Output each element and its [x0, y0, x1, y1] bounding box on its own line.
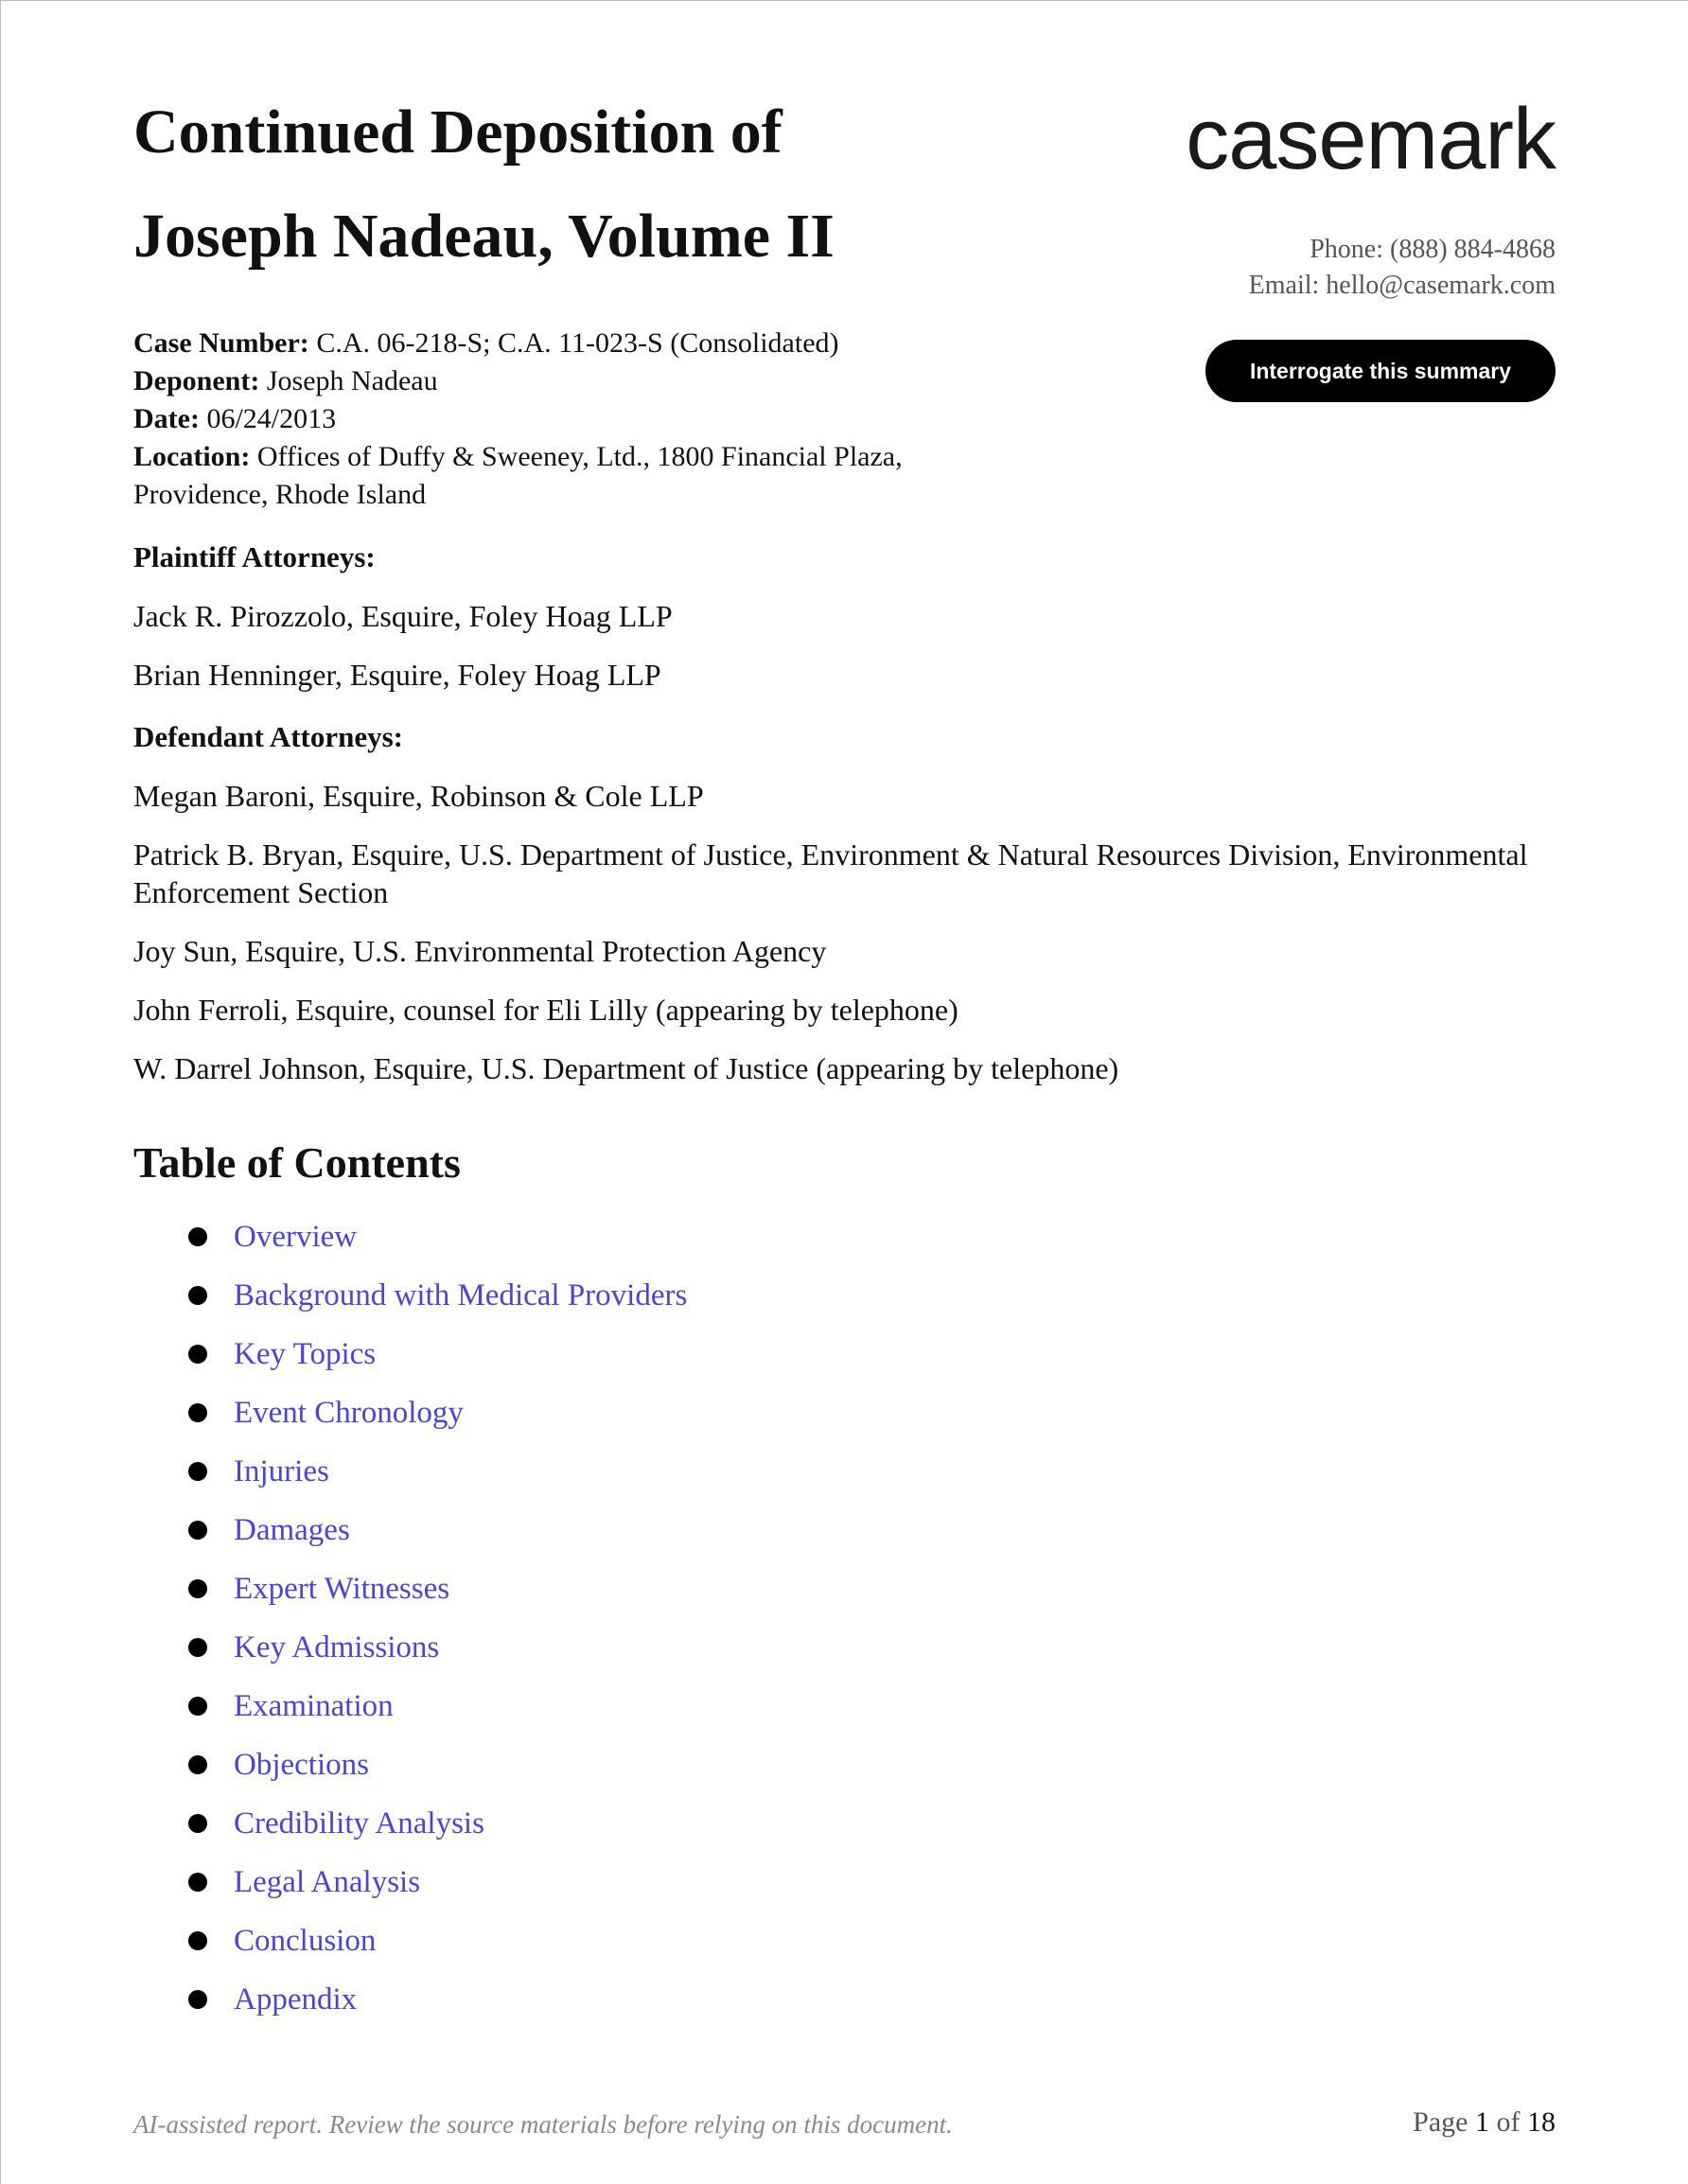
ai-disclaimer: AI-assisted report. Review the source materials before relying on this document.: [133, 2110, 953, 2139]
toc-link-key-admissions[interactable]: Key Admissions: [234, 1629, 440, 1664]
toc-item: [133, 1383, 687, 1442]
defendant-attorney: Joy Sun, Esquire, U.S. Environmental Protection Agency: [133, 934, 827, 968]
bullet-icon: [188, 1697, 207, 1716]
title-line-1: Continued Deposition of: [133, 97, 782, 167]
attorneys-section: [133, 538, 1553, 1087]
defendant-attorney: Patrick B. Bryan, Esquire, U.S. Department of Justice, Environment & Natural Resources Division, Environmental Enforcement Section: [133, 837, 1528, 909]
location-value-line2: Providence, Rhode Island: [133, 479, 427, 510]
toc-item: [133, 1559, 687, 1618]
toc-item: [133, 1794, 687, 1853]
page-of: of: [1496, 2106, 1521, 2138]
date-label: Date:: [133, 403, 200, 434]
bullet-icon: [188, 1286, 207, 1305]
case-meta: [133, 325, 985, 514]
bullet-icon: [188, 1345, 207, 1364]
plaintiff-attorney: Jack R. Pirozzolo, Esquire, Foley Hoag LLP: [133, 599, 673, 633]
toc-item: [133, 1266, 687, 1325]
toc-link-conclusion[interactable]: Conclusion: [234, 1923, 377, 1958]
case-number-row: [133, 325, 985, 362]
date-value: 06/24/2013: [206, 403, 337, 434]
toc-link-legal-analysis[interactable]: Legal Analysis: [234, 1864, 421, 1899]
toc-item: [133, 1970, 687, 2029]
toc-link-expert-witnesses[interactable]: Expert Witnesses: [234, 1571, 450, 1606]
page-current: 1: [1475, 2106, 1489, 2138]
toc-item: [133, 1853, 687, 1911]
deponent-value: Joseph Nadeau: [266, 365, 438, 396]
page-total: 18: [1527, 2106, 1556, 2138]
toc-link-key-topics[interactable]: Key Topics: [234, 1336, 377, 1371]
toc-link-background[interactable]: Background with Medical Providers: [234, 1277, 688, 1312]
plaintiff-attorneys-heading: Plaintiff Attorneys:: [133, 540, 376, 573]
bullet-icon: [188, 1521, 207, 1540]
defendant-attorney: Megan Baroni, Esquire, Robinson & Cole LLP: [133, 779, 704, 813]
toc-item: [133, 1207, 687, 1266]
toc-link-objections[interactable]: Objections: [234, 1747, 369, 1782]
defendant-attorneys-heading: Defendant Attorneys:: [133, 720, 403, 753]
contact-info: [1249, 232, 1556, 304]
bullet-icon: [188, 1814, 207, 1833]
toc-item: [133, 1677, 687, 1735]
bullet-icon: [188, 1990, 207, 2009]
location-label: Location:: [133, 441, 251, 472]
toc-item: [133, 1442, 687, 1501]
toc-link-damages[interactable]: Damages: [234, 1512, 350, 1547]
toc-link-appendix[interactable]: Appendix: [234, 1981, 358, 2017]
interrogate-summary-button[interactable]: Interrogate this summary: [1205, 340, 1556, 402]
location-row: [133, 438, 985, 514]
toc-link-overview[interactable]: Overview: [234, 1219, 358, 1254]
toc-link-examination[interactable]: Examination: [234, 1688, 394, 1723]
plaintiff-attorney: Brian Henninger, Esquire, Foley Hoag LLP: [133, 658, 661, 692]
toc-item: [133, 1911, 687, 1970]
page-prefix: Page: [1413, 2106, 1468, 2138]
document-title: [133, 80, 985, 289]
bullet-icon: [188, 1873, 207, 1892]
bullet-icon: [188, 1755, 207, 1774]
location-value-line1: Offices of Duffy & Sweeney, Ltd., 1800 Financial Plaza,: [256, 441, 903, 472]
phone-text: Phone: (888) 884-4868: [1310, 235, 1556, 264]
bullet-icon: [188, 1931, 207, 1950]
defendant-attorney: W. Darrel Johnson, Esquire, U.S. Department of Justice (appearing by telephone): [133, 1051, 1119, 1085]
bullet-icon: [188, 1403, 207, 1422]
toc-link-event-chronology[interactable]: Event Chronology: [234, 1395, 464, 1430]
toc-heading: Table of Contents: [133, 1138, 461, 1187]
bullet-icon: [188, 1638, 207, 1657]
bullet-icon: [188, 1462, 207, 1481]
deponent-label: Deponent:: [133, 365, 260, 396]
table-of-contents: [133, 1207, 687, 2029]
case-number-value: C.A. 06-218-S; C.A. 11-023-S (Consolidated): [316, 327, 839, 359]
toc-item: [133, 1501, 687, 1559]
toc-item: [133, 1735, 687, 1794]
toc-link-credibility-analysis[interactable]: Credibility Analysis: [234, 1805, 484, 1841]
bullet-icon: [188, 1579, 207, 1598]
deponent-row: [133, 362, 985, 400]
casemark-logo: casemark: [1186, 91, 1556, 187]
case-number-label: Case Number:: [133, 327, 309, 359]
title-line-2: Joseph Nadeau, Volume II: [133, 202, 835, 271]
defendant-attorney: John Ferroli, Esquire, counsel for Eli Lilly (appearing by telephone): [133, 993, 958, 1027]
toc-item: [133, 1618, 687, 1677]
email-text: Email: hello@casemark.com: [1248, 271, 1556, 300]
page-number: [1413, 2104, 1556, 2141]
toc-link-injuries[interactable]: Injuries: [234, 1453, 329, 1488]
date-row: [133, 400, 985, 438]
toc-item: [133, 1325, 687, 1383]
bullet-icon: [188, 1227, 207, 1246]
